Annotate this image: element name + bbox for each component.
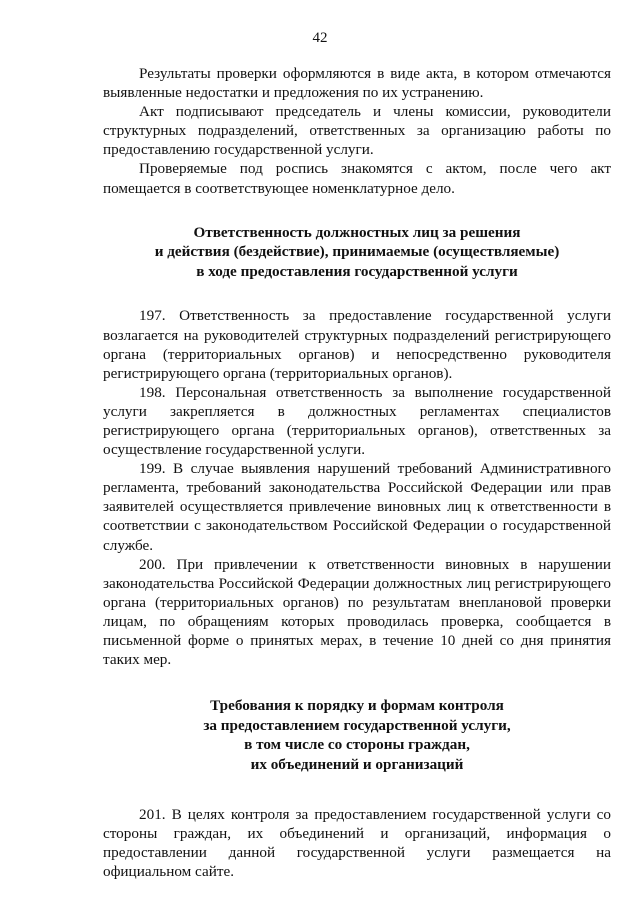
clause-198: 198. Персональная ответственность за выполнение государственной услуги закрепляется в должностных регламентах специалистов регистрирующего органа (территориальных органов), ответственных за осуществление государственной услуги. <box>103 383 611 459</box>
heading-line: Требования к порядку и формам контроля <box>210 697 504 715</box>
intro-paragraph-2: Акт подписывают председатель и члены комиссии, руководители структурных подразделений, ответственных за организацию работы по предоставлению государственной услуги. <box>103 103 611 159</box>
heading-line: Ответственность должностных лиц за решения <box>193 223 521 241</box>
heading-line: и действия (бездействие), принимаемые (осуществляемые) <box>154 243 560 261</box>
clause-199: 199. В случае выявления нарушений требований Административного регламента, требований законодательства Российской Федерации или прав заявителей осуществляется привлечение виновных лиц к ответственности в соответствии с законодательством Российской Федерации о государственной службе. <box>103 460 611 554</box>
section-heading-responsibility <box>103 223 611 282</box>
clause-197: 197. Ответственность за предоставление государственной услуги возлагается на руководителей структурных подразделений регистрирующего органа (территориальных органов) и непосредственно руководителя регистрирующего органа (территориальных органов). <box>103 307 611 382</box>
intro-paragraph-1: Результаты проверки оформляются в виде акта, в котором отмечаются выявленные недостатки и предложения по их устранению. <box>103 65 611 102</box>
page-content <box>103 64 611 881</box>
heading-line: в ходе предоставления государственной услуги <box>196 262 518 280</box>
heading-line: в том числе со стороны граждан, <box>244 736 470 754</box>
clause-200: 200. При привлечении к ответственности виновных в нарушении законодательства Российской Федерации должностных лиц регистрирующего органа (территориальных органов) по результатам внеплановой проверки лицам, по обращениям которых проводилась проверка, сообщается в письменной форме о принятых мерах, в течение 10 дней со дня принятия таких мер. <box>103 555 611 669</box>
heading-line: их объединений и организаций <box>250 756 464 773</box>
page-number: 42 <box>312 30 328 46</box>
clause-201: 201. В целях контроля за предоставлением государственной услуги со стороны граждан, их объединений и организаций, информация о предоставлении данной государственной услуги размещается на официальном сайте. <box>103 805 611 880</box>
section-heading-control <box>103 696 611 774</box>
heading-line: за предоставлением государственной услуги, <box>203 716 511 734</box>
intro-paragraph-3: Проверяемые под роспись знакомятся с актом, после чего акт помещается в соответствующее номенклатурное дело. <box>103 160 611 197</box>
